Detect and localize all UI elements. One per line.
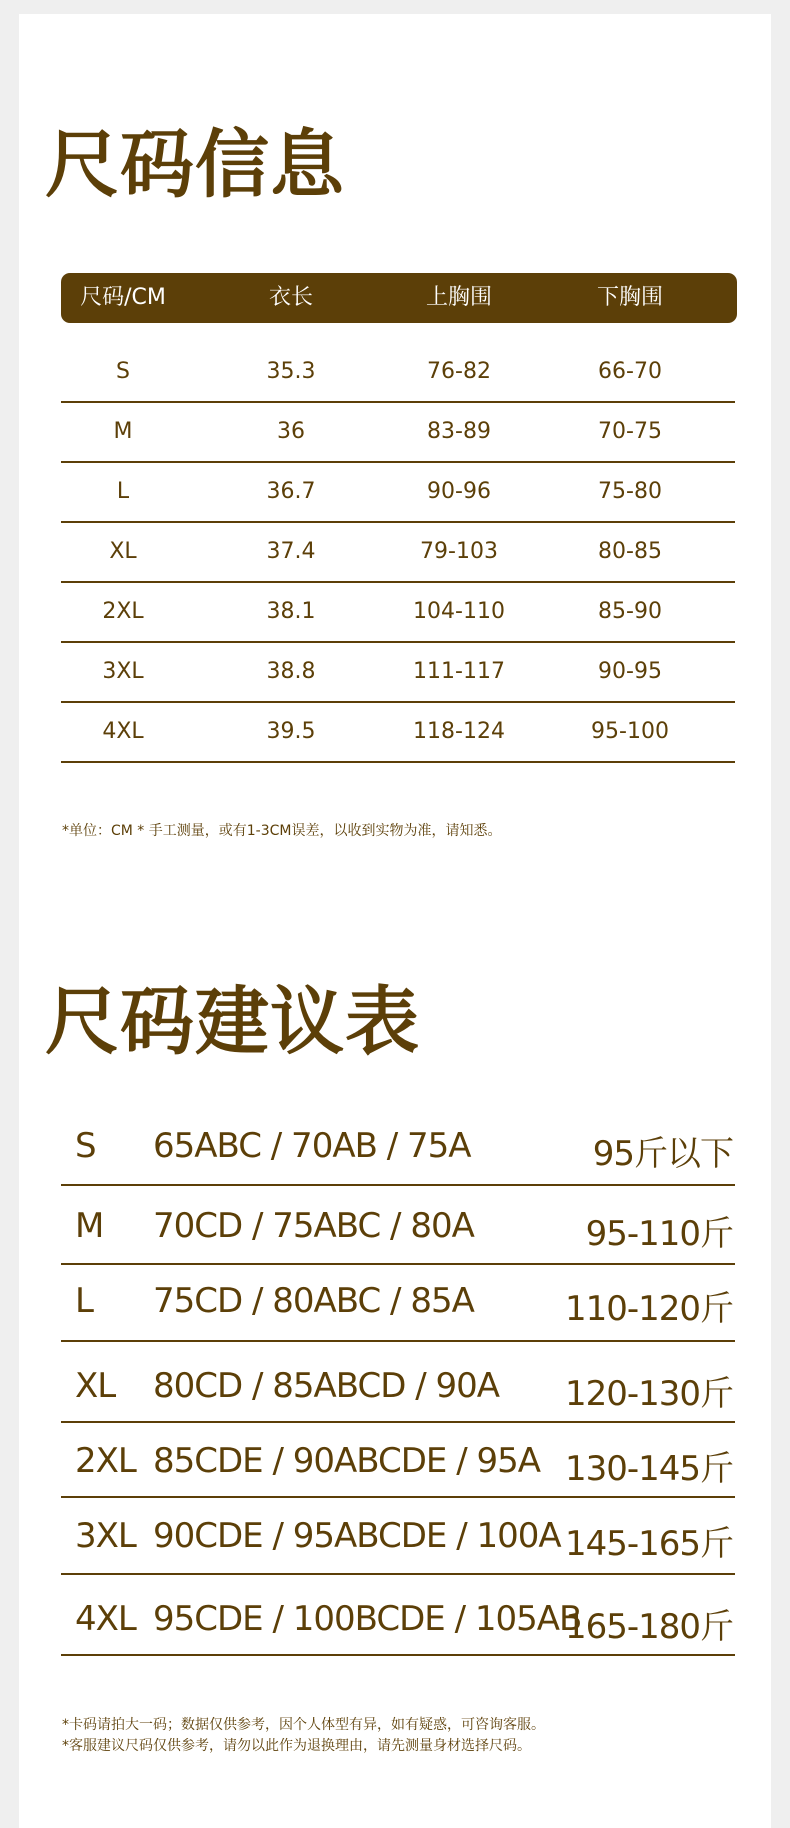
size-recommendation-title: 尺码建议表 [45, 979, 420, 1065]
list-item [61, 1423, 735, 1498]
cell-size: 3XL [102, 659, 144, 684]
rec-bra-size: 85CDE / 90ABCDE / 95A [153, 1441, 540, 1481]
rec-size: 3XL [75, 1516, 136, 1556]
rec-size: 4XL [75, 1599, 136, 1639]
recommendation-note-2: *客服建议尺码仅供参考，请勿以此作为退换理由，请先测量身材选择尺码。 [62, 1738, 531, 1754]
rec-size: S [75, 1126, 96, 1166]
cell-upper-bust: 111-117 [413, 659, 505, 684]
rec-weight: 110-120斤 [564, 1289, 733, 1329]
cell-length: 38.8 [266, 659, 316, 684]
cell-upper-bust: 79-103 [420, 539, 498, 564]
size-info-note: *单位：CM * 手工测量，或有1-3CM误差，以收到实物为准，请知悉。 [62, 823, 502, 839]
cell-size: 2XL [102, 599, 144, 624]
rec-weight: 120-130斤 [564, 1374, 733, 1414]
cell-under-bust: 90-95 [598, 659, 662, 684]
rec-bra-size: 80CD / 85ABCD / 90A [153, 1366, 500, 1406]
cell-upper-bust: 104-110 [413, 599, 505, 624]
rec-bra-size: 65ABC / 70AB / 75A [153, 1126, 471, 1166]
rec-weight: 95-110斤 [585, 1214, 733, 1254]
table-row [61, 703, 735, 763]
list-item [61, 1342, 735, 1423]
cell-size: 4XL [102, 719, 144, 744]
rec-weight: 165-180斤 [564, 1607, 733, 1647]
rec-weight: 130-145斤 [564, 1449, 733, 1489]
size-info-table-header [61, 273, 737, 323]
rec-size: 2XL [75, 1441, 136, 1481]
cell-length: 36.7 [266, 479, 316, 504]
rec-weight: 145-165斤 [564, 1524, 733, 1564]
cell-size: L [116, 479, 130, 504]
list-item [61, 1115, 735, 1186]
table-row [61, 583, 735, 643]
cell-under-bust: 66-70 [598, 359, 662, 384]
size-recommendation-table [61, 1115, 735, 1656]
cell-under-bust: 95-100 [591, 719, 669, 744]
table-row [61, 463, 735, 523]
cell-length: 39.5 [266, 719, 316, 744]
rec-weight: 95斤以下 [592, 1134, 733, 1174]
size-info-table-body [61, 343, 735, 763]
cell-length: 37.4 [266, 539, 316, 564]
rec-bra-size: 75CD / 80ABC / 85A [153, 1281, 474, 1321]
table-row [61, 343, 735, 403]
header-under-bust: 下胸围 [596, 285, 664, 310]
recommendation-note-1: *卡码请拍大一码；数据仅供参考，因个人体型有异，如有疑惑，可咨询客服。 [62, 1717, 545, 1733]
rec-bra-size: 70CD / 75ABC / 80A [153, 1206, 474, 1246]
rec-bra-size: 90CDE / 95ABCDE / 100A [153, 1516, 561, 1556]
cell-upper-bust: 83-89 [427, 419, 491, 444]
cell-length: 35.3 [266, 359, 316, 384]
cell-under-bust: 85-90 [598, 599, 662, 624]
list-item [61, 1265, 735, 1342]
list-item [61, 1498, 735, 1575]
cell-length: 38.1 [266, 599, 316, 624]
size-info-title: 尺码信息 [45, 122, 345, 208]
cell-under-bust: 70-75 [598, 419, 662, 444]
cell-size: S [116, 359, 130, 384]
table-row [61, 643, 735, 703]
header-length: 衣长 [268, 285, 314, 310]
rec-size: XL [75, 1366, 116, 1406]
list-item [61, 1186, 735, 1265]
cell-under-bust: 80-85 [598, 539, 662, 564]
table-row [61, 523, 735, 583]
cell-size: M [113, 419, 133, 444]
list-item [61, 1575, 735, 1656]
cell-upper-bust: 90-96 [427, 479, 491, 504]
rec-bra-size: 95CDE / 100BCDE / 105AB [153, 1599, 582, 1639]
header-size: 尺码/CM [80, 285, 166, 310]
cell-length: 36 [277, 419, 305, 444]
header-upper-bust: 上胸围 [425, 285, 493, 310]
table-row [61, 403, 735, 463]
rec-size: L [75, 1281, 93, 1321]
cell-upper-bust: 118-124 [413, 719, 505, 744]
cell-under-bust: 75-80 [598, 479, 662, 504]
cell-size: XL [109, 539, 137, 564]
rec-size: M [75, 1206, 104, 1246]
cell-upper-bust: 76-82 [427, 359, 491, 384]
